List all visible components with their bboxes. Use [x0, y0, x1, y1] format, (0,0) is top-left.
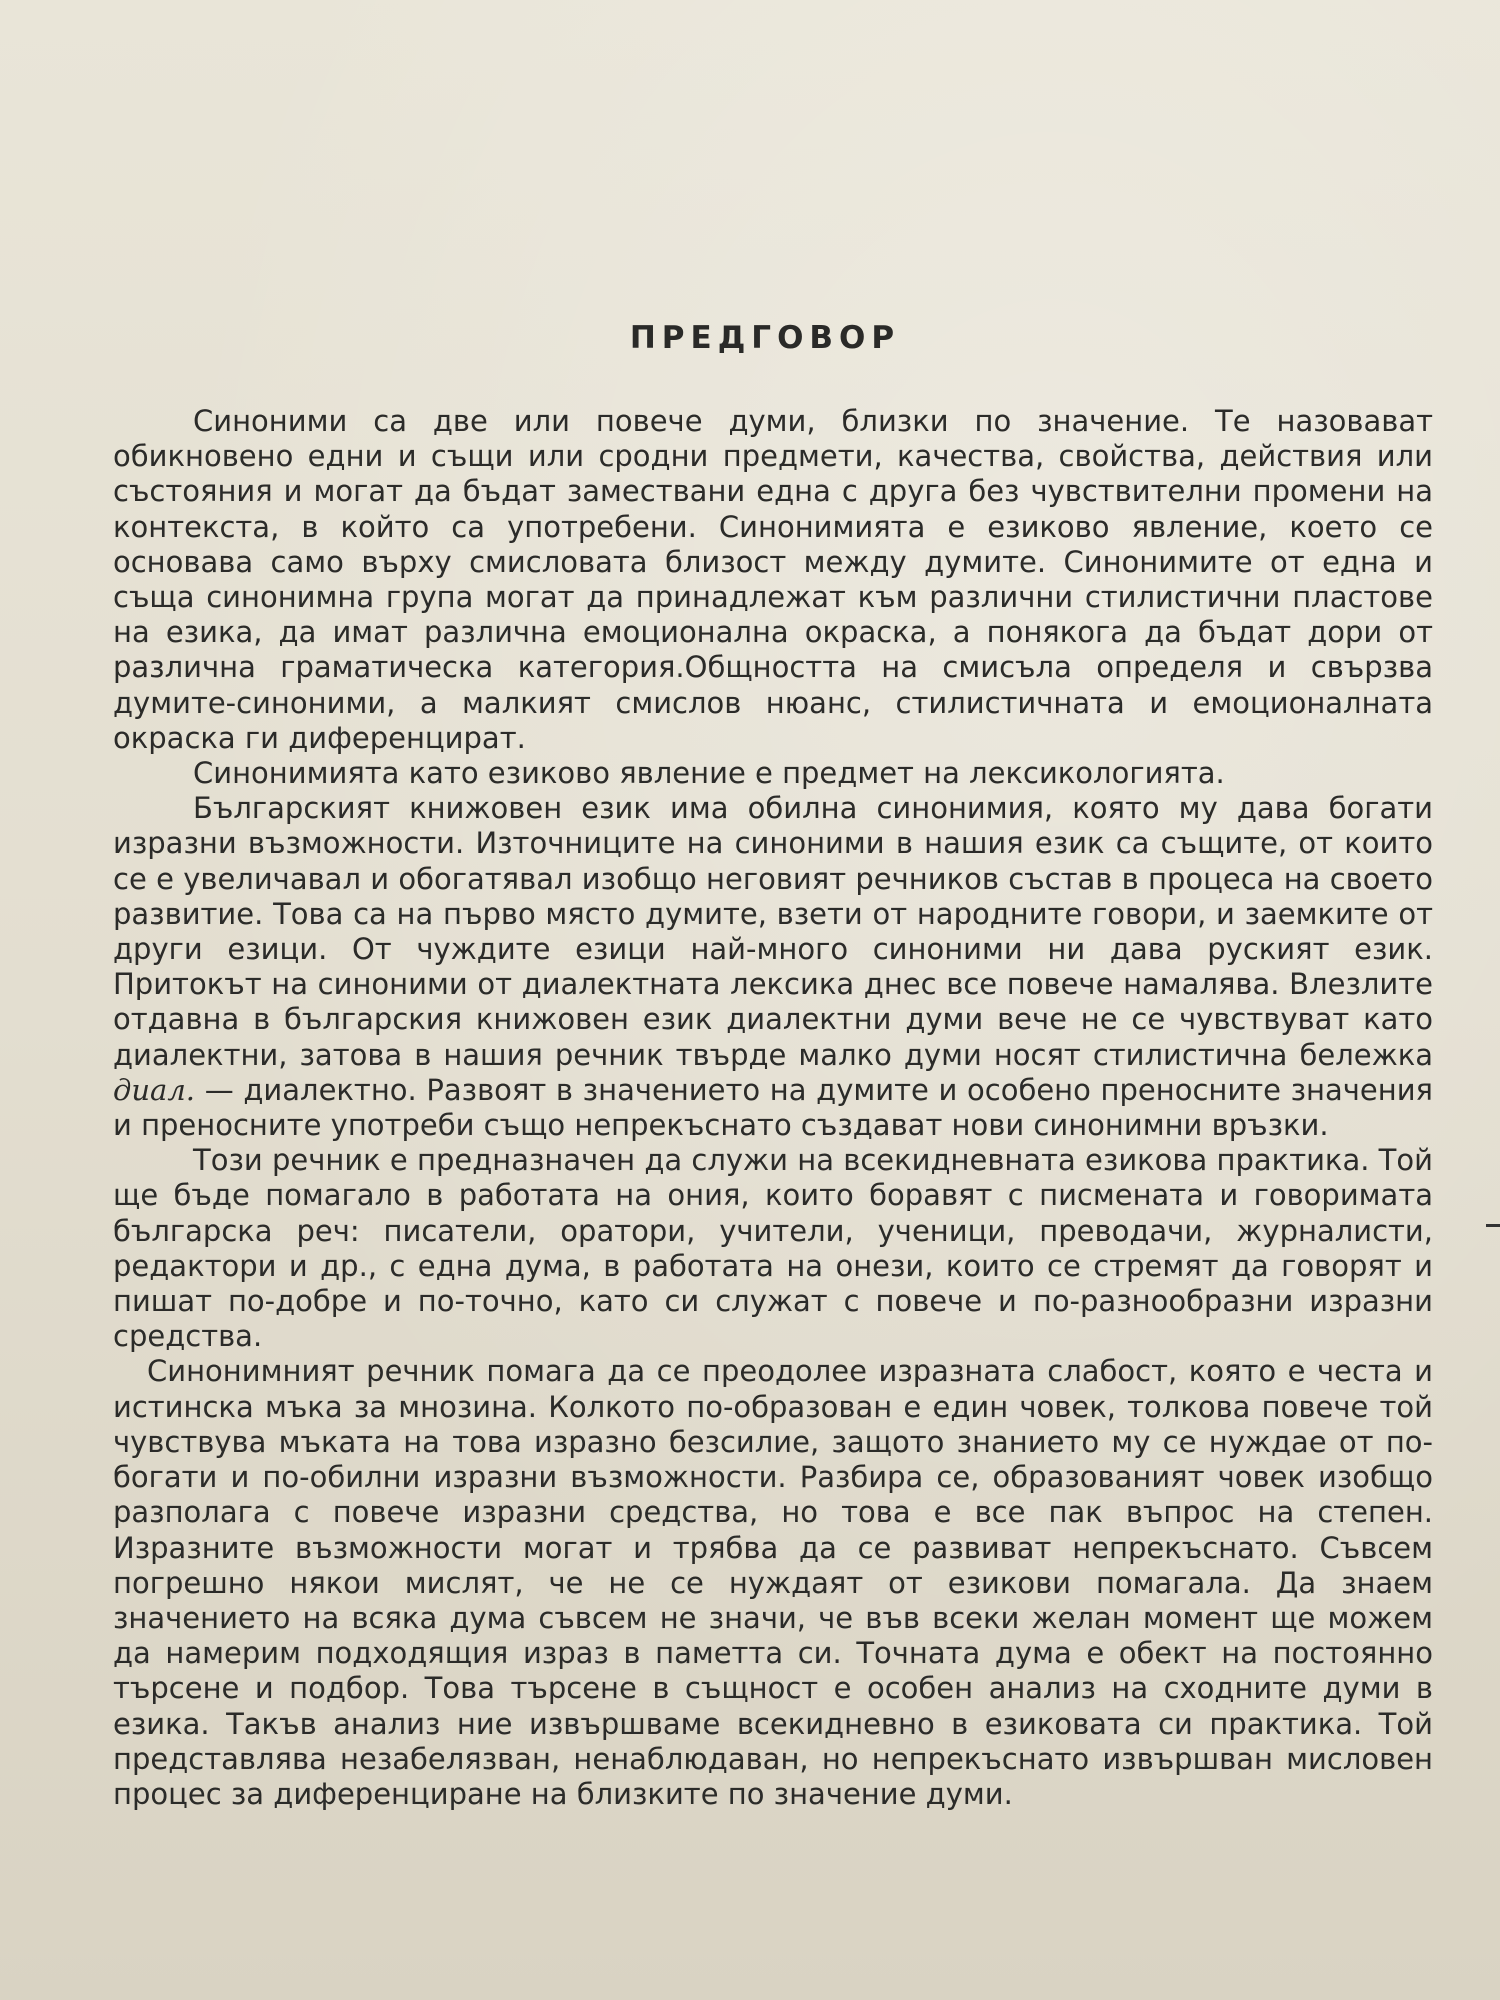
paragraph-purpose: Този речник е предназначен да служи на всекидневната езикова практика. Той ще бъде помагало в работата на ония, които боравят с писмената и говоримата българска реч: писатели, оратори, учители, ученици, преводачи, журналисти, редактори и др., с една дума, в работата на онези, които се стремят да говорят и пишат по-добре и по-точно, като си служат с повече и по-разнообразни изразни средства. — [113, 1143, 1433, 1354]
paragraph-sources — [113, 791, 1433, 1143]
paragraph-definition: Синоними са две или повече думи, близки по значение. Те назовават обикновено едни и същи или сродни предмети, качества, свойства, действия или състояния и могат да бъдат замествани една с друга без чувствителни промени на контекста, в който са употребени. Синонимията е езиково явление, което се основава само върху смисловата близост между думите. Синонимите от една и съща синонимна група могат да принадлежат към различни стилистични пластове на езика, да имат различна емоционална окраска, а понякога да бъдат дори от различна граматическа категория.Общността на смисъла определя и свързва думите-синоними, а малкият смислов нюанс, стилистичната и емоционалната окраска ги диференцират. — [113, 404, 1433, 755]
paragraph-sources-text-start: Българският книжовен език има обилна синонимия, която му дава богати изразни възможности. Източниците на синоними в нашия език са същите, от които се е увеличавал и обогатявал изобщо неговият речников състав в процеса на своето развитие. Това са на първо място думите, взети от народните говори, и заемките от други езици. От чуждите езици най-много синоними ни дава руският език. Притокът на синоними от диалектната лексика днес все повече намалява. Влезлите отдавна в българския книжовен език диалектни думи вече не се чувствуват като диалектни, затова в нашия речник твърде малко думи носят стилистична бележка — [113, 791, 1433, 1072]
paragraph-sources-text-end: — диалектно. Развоят в значението на думите и особено преносните значения и преносните употреби също непрекъснато създават нови синонимни връзки. — [113, 1072, 1433, 1143]
page-title: ПРЕДГОВОР — [629, 320, 901, 356]
paragraph-usefulness: Синонимният речник помага да се преодолее изразната слабост, която е честа и истинска мъка за мнозина. Колкото по-образован е един човек, толкова повече той чувствува мъката на това изразно безсилие, защото знанието му се нуждае от по-богати и по-обилни изразни възможности. Разбира се, образованият човек изобщо разполага с повече изразни средства, но това е все пак въпрос на степен. Изразните възможности могат и трябва да се развиват непрекъснато. Съвсем погрешно някои мислят, че не се нуждаят от езикови помагала. Да знаем значението на всяка дума съвсем не значи, че във всеки желан момент ще можем да намерим подходящия израз в паметта си. Точната дума е обект на постоянно търсене и подбор. Това търсене в същност е особен анализ на сходните думи в езика. Такъв анализ ние извършваме всекидневно в езиковата си практика. Той представлява незабелязван, ненаблюдаван, но непрекъснато извършван мисловен процес за диференциране на близките по значение думи. — [113, 1354, 1433, 1811]
text-body — [113, 404, 1433, 1812]
dialect-abbreviation: диал. — [113, 1072, 196, 1107]
paragraph-lexicology: Синонимията като езиково явление е предмет на лексикологията. — [193, 756, 1225, 791]
margin-mark — [1486, 1224, 1500, 1227]
